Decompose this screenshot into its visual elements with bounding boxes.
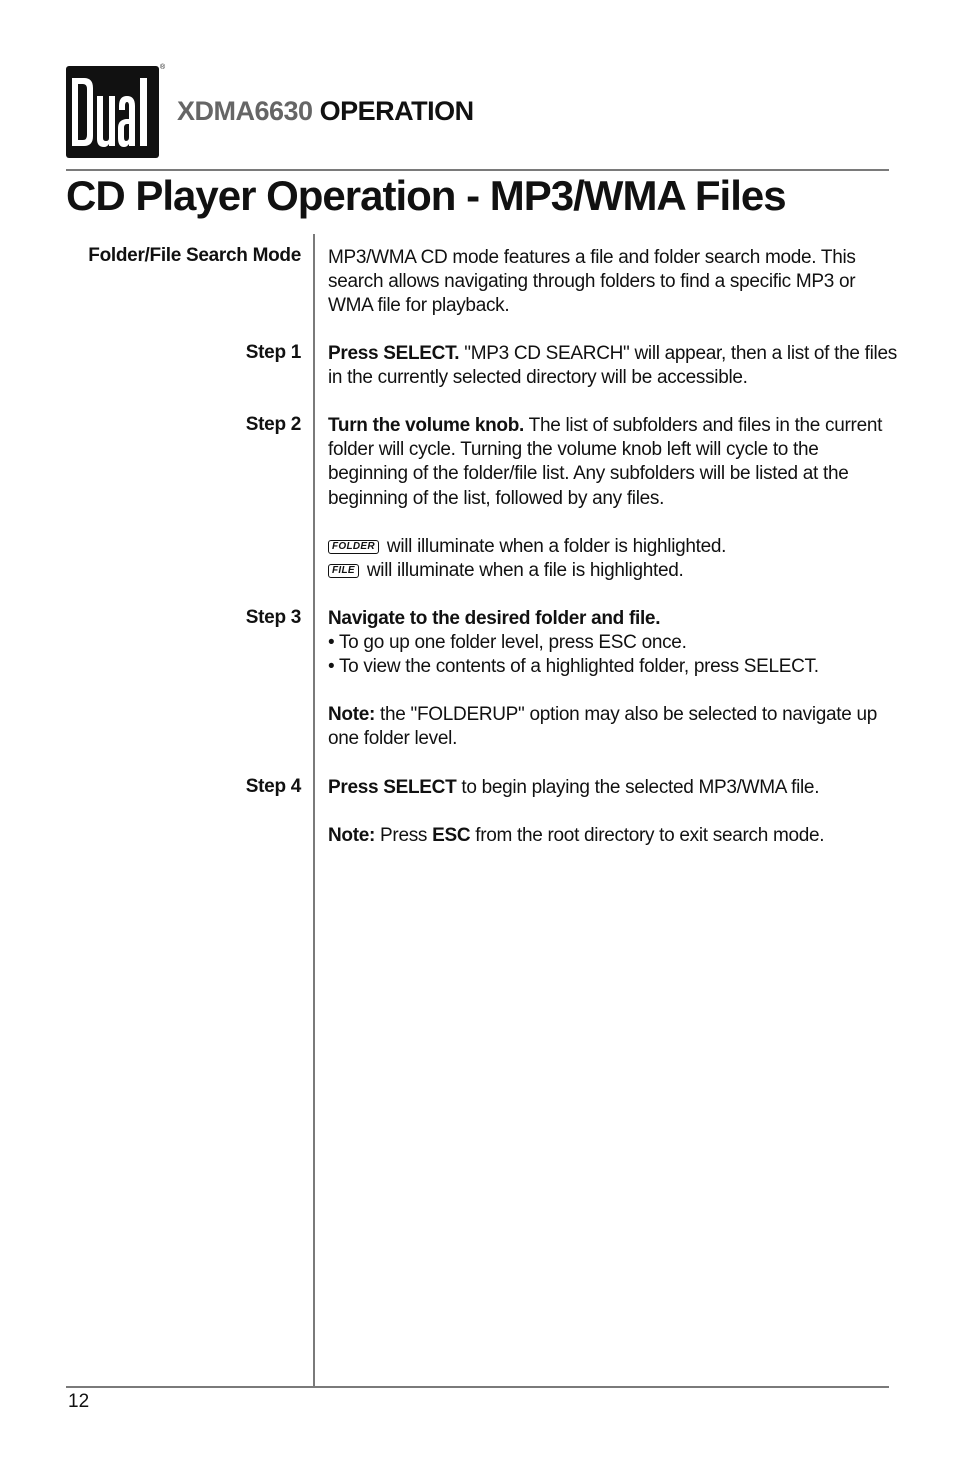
- file-indicator-text: will illuminate when a file is highlighted.: [366, 560, 684, 581]
- step4-label: Step 4: [245, 776, 301, 797]
- step1-body: "MP3 CD SEARCH" will appear, then a list of the files in the currently selected directory will be accessible.: [328, 343, 897, 389]
- step2-text: [328, 414, 898, 511]
- step3-bold: Navigate to the desired folder and file.: [328, 608, 661, 629]
- section-name: OPERATION: [319, 96, 474, 126]
- step3-note-text: the "FOLDERUP" option may also be selected to navigate up one folder level.: [328, 704, 878, 750]
- step2-label: Step 2: [245, 414, 301, 435]
- step4-note-pre: Press: [375, 825, 433, 846]
- header-rule: [66, 169, 889, 171]
- dual-logo-mark: [66, 66, 159, 158]
- folder-indicator-line: [328, 535, 898, 559]
- step1-text: [328, 342, 898, 390]
- step4-note-label: Note:: [328, 825, 376, 846]
- step4-note-post: from the root directory to exit search mode.: [470, 825, 825, 846]
- file-indicator-line: [328, 559, 898, 583]
- step3-note: [328, 703, 898, 751]
- folder-indicator-icon: FOLDER: [328, 540, 379, 554]
- step4-note: [328, 824, 898, 848]
- page-title: CD Player Operation - MP3/WMA Files: [66, 172, 786, 219]
- model-heading: [177, 96, 474, 127]
- step1-bold: Press SELECT.: [328, 343, 460, 364]
- step3-bullet-1: • To go up one folder level, press ESC once.: [328, 632, 687, 654]
- step3-bullet-2: • To view the contents of a highlighted folder, press SELECT.: [328, 656, 819, 678]
- column-divider: [313, 234, 315, 1387]
- dual-logo: [66, 66, 159, 158]
- file-indicator-icon: FILE: [328, 564, 359, 578]
- step2-body: The list of subfolders and files in the current folder will cycle. Turning the volume knob left will cycle to the beginning of the folder/file list. Any subfolders will be listed at the beginning of the list, followed by any files.: [328, 415, 883, 509]
- step4-text: [328, 776, 898, 800]
- step3-label: Step 3: [245, 607, 301, 628]
- page-number: 12: [68, 1391, 90, 1412]
- mode-description: MP3/WMA CD mode features a file and folder search mode. This search allows navigating through folders to find a specific MP3 or WMA file for playback.: [328, 247, 856, 317]
- step2-bold: Turn the volume knob.: [328, 415, 525, 436]
- folder-indicator-text: will illuminate when a folder is highlighted.: [386, 536, 727, 557]
- step4-note-bold: ESC: [432, 825, 471, 846]
- registered-mark: ®: [160, 64, 166, 71]
- step4-body: to begin playing the selected MP3/WMA file.: [456, 777, 820, 798]
- footer-rule: [66, 1386, 889, 1388]
- step3-text: [328, 607, 898, 680]
- step1-label: Step 1: [245, 342, 301, 363]
- step3-note-label: Note:: [328, 704, 376, 725]
- model-number: XDMA6630: [177, 96, 313, 126]
- mode-label: Folder/File Search Mode: [88, 245, 301, 266]
- step4-bold: Press SELECT: [328, 777, 457, 798]
